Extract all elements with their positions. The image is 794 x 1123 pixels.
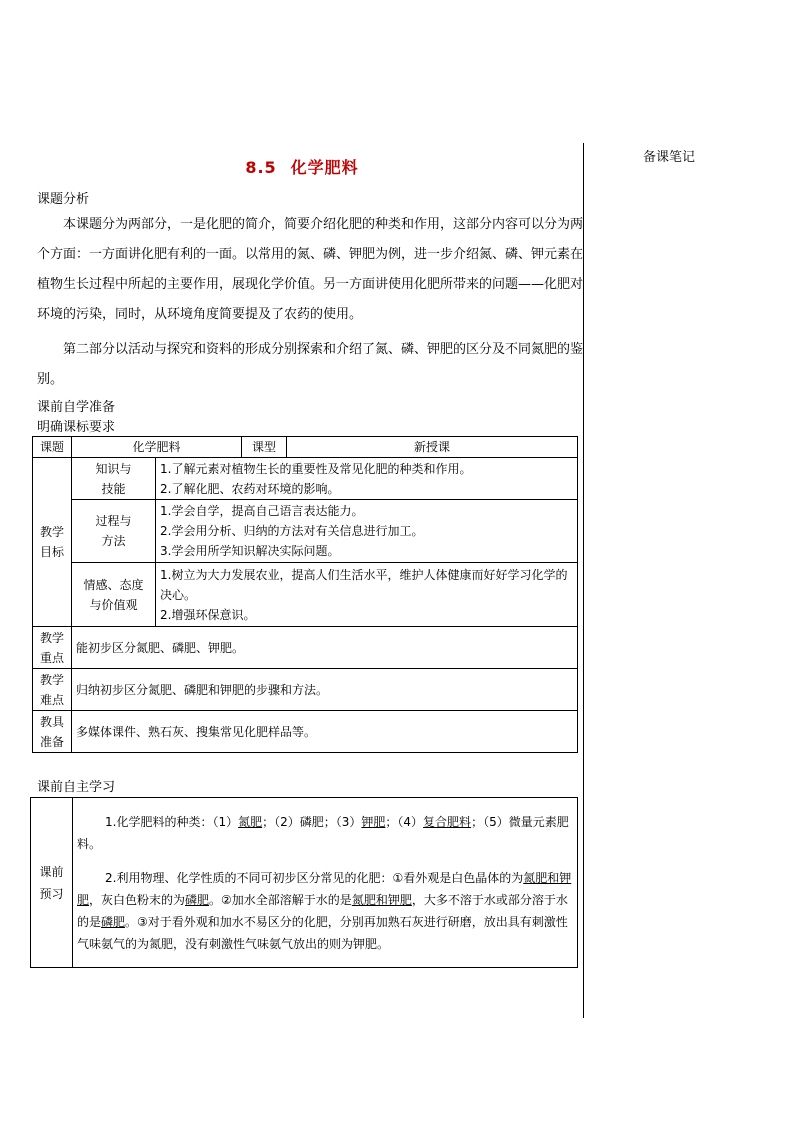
title-number: 8.5 (245, 158, 277, 177)
process-content: 1.学会自学，提高自己语言表达能力。 2.学会用分析、归纳的方法对有关信息进行加工。 3.学会用所学知识解决实际问题。 (156, 500, 578, 563)
preview-question-2: 2.利用物理、化学性质的不同可初步区分常见的化肥：①看外观是白色晶体的为氮肥和钾肥，灰白色粉末的为磷肥。②加水全部溶解于水的是氮肥和钾肥，大多不溶于水或部分溶于水的是磷肥。③对于看外观和加水不易区分的化肥，分别再加熟石灰进行研磨，放出具有刺激性气味氨气的为氮肥，没有刺激性气味氨气放出的则为钾肥。 (77, 870, 572, 951)
analysis-paragraph-2: 第二部分以活动与探究和资料的形成分别探索和介绍了氮、磷、钾肥的区分及不同氮肥的鉴别。 (37, 342, 584, 387)
self-study-heading: 课前自主学习 (37, 780, 116, 795)
standard-heading: 明确课标要求 (37, 420, 116, 435)
knowledge-label: 知识与 技能 (72, 458, 156, 500)
tools-label: 教具 准备 (33, 711, 72, 753)
difficulty-content: 归纳初步区分氮肥、磷肥和钾肥的步骤和方法。 (72, 669, 578, 711)
preview-content (73, 798, 578, 968)
attitude-content: 1.树立为大力发展农业，提高人们生活水平，维护人体健康而好好学习化学的决心。 2.增强环保意识。 (156, 563, 578, 627)
prep-heading: 课前自学准备 (37, 400, 116, 415)
analysis-heading: 课题分析 (37, 192, 90, 207)
curriculum-table (32, 436, 578, 753)
page-title (0, 155, 604, 178)
goals-label: 教学 目标 (33, 458, 72, 627)
title-text: 化学肥料 (290, 158, 359, 177)
analysis-paragraph-1: 本课题分为两部分，一是化肥的简介，简要介绍化肥的种类和作用，这部分内容可以分为两个方面：一方面讲化肥有利的一面。以常用的氮、磷、钾肥为例，进一步介绍氮、磷、钾元素在植物生长过程中所起的主要作用，展现化学价值。另一方面讲使用化肥所带来的问题——化肥对环境的污染，同时，从环境角度简要提及了农药的使用。 (37, 217, 584, 322)
header-topic: 课题 (33, 437, 72, 458)
preview-question-1: 1.化学肥料的种类：（1）氮肥；（2）磷肥；（3）钾肥；（4）复合肥料；（5）微量元素肥料。 (77, 814, 569, 851)
type-value: 新授课 (287, 437, 578, 458)
difficulty-label: 教学 难点 (33, 669, 72, 711)
tools-content: 多媒体课件、熟石灰、搜集常见化肥样品等。 (72, 711, 578, 753)
header-type: 课型 (242, 437, 287, 458)
preview-table (30, 797, 578, 968)
process-label: 过程与 方法 (72, 500, 156, 563)
preview-label: 课前 预习 (31, 798, 73, 968)
attitude-label: 情感、态度 与价值观 (72, 563, 156, 627)
knowledge-content: 1.了解元素对植物生长的重要性及常见化肥的种类和作用。 2.了解化肥、农药对环境的影响。 (156, 458, 578, 500)
focus-content: 能初步区分氮肥、磷肥、钾肥。 (72, 627, 578, 669)
focus-label: 教学 重点 (33, 627, 72, 669)
side-note-label: 备课笔记 (643, 150, 696, 165)
topic-value: 化学肥料 (72, 437, 242, 458)
